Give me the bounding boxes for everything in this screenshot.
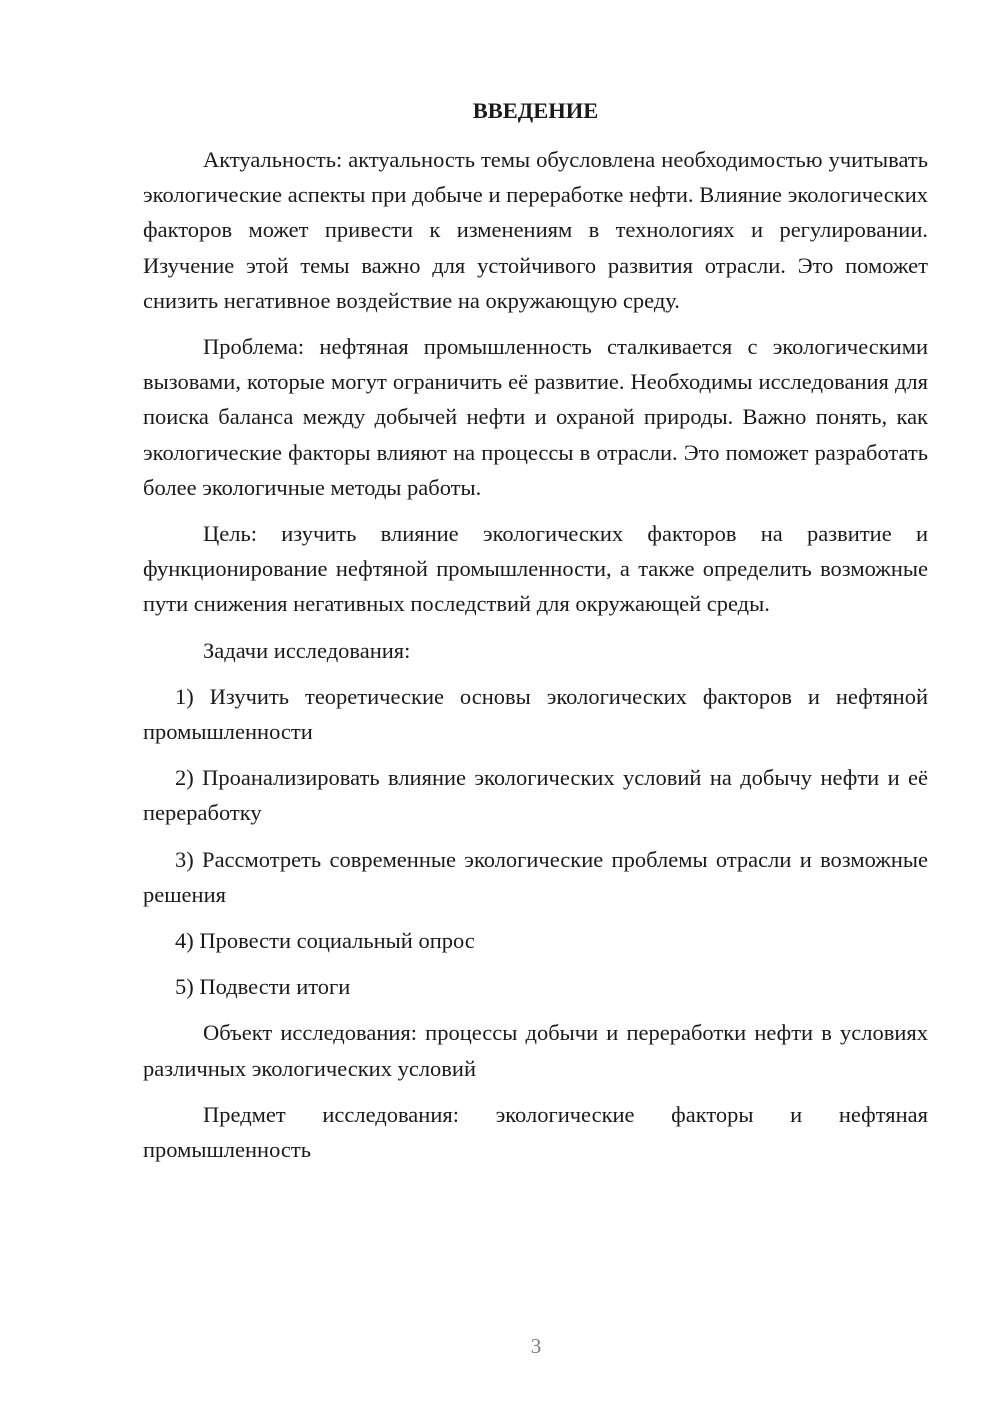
- relevance-paragraph: Актуальность: актуальность темы обусловлена необходимостью учитывать экологические аспекты при добыче и переработке нефти. Влияние экологических факторов может привести к изменениям в технологиях и регулировании. Изучение этой темы важно для устойчивого развития отрасли. Это поможет снизить негативное воздействие на окружающую среду.: [143, 147, 928, 313]
- task-item-4: 4) Провести социальный опрос: [175, 928, 475, 954]
- task-item-1: 1) Изучить теоретические основы экологических факторов и нефтяной промышленности: [143, 683, 928, 745]
- page-title: ВВЕДЕНИЕ: [472, 98, 599, 123]
- page-body: [143, 92, 928, 1178]
- problem-paragraph: Проблема: нефтяная промышленность сталкивается с экологическими вызовами, которые могут ограничить её развитие. Необходимы исследования для поиска баланса между добычей нефти и охраной природы. Важно понять, как экологические факторы влияют на процессы в отрасли. Это поможет разработать более экологичные методы работы.: [143, 334, 928, 500]
- task-item-3: 3) Рассмотреть современные экологические проблемы отрасли и возможные решения: [143, 846, 928, 907]
- task-item-2: 2) Проанализировать влияние экологических условий на добычу нефти и её переработку: [143, 765, 928, 826]
- goal-paragraph: Цель: изучить влияние экологических факторов на развитие и функционирование нефтяной промышленности, а также определить возможные пути снижения негативных последствий для окружающей среды.: [143, 521, 928, 617]
- tasks-heading: Задачи исследования:: [203, 637, 411, 663]
- task-item-5: 5) Подвести итоги: [175, 974, 351, 1000]
- subject-paragraph: Предмет исследования: экологические факторы и нефтяная промышленность: [143, 1101, 928, 1163]
- page-number: 3: [530, 1334, 542, 1358]
- object-paragraph: Объект исследования: процессы добычи и переработки нефти в условиях различных экологических условий: [143, 1020, 928, 1081]
